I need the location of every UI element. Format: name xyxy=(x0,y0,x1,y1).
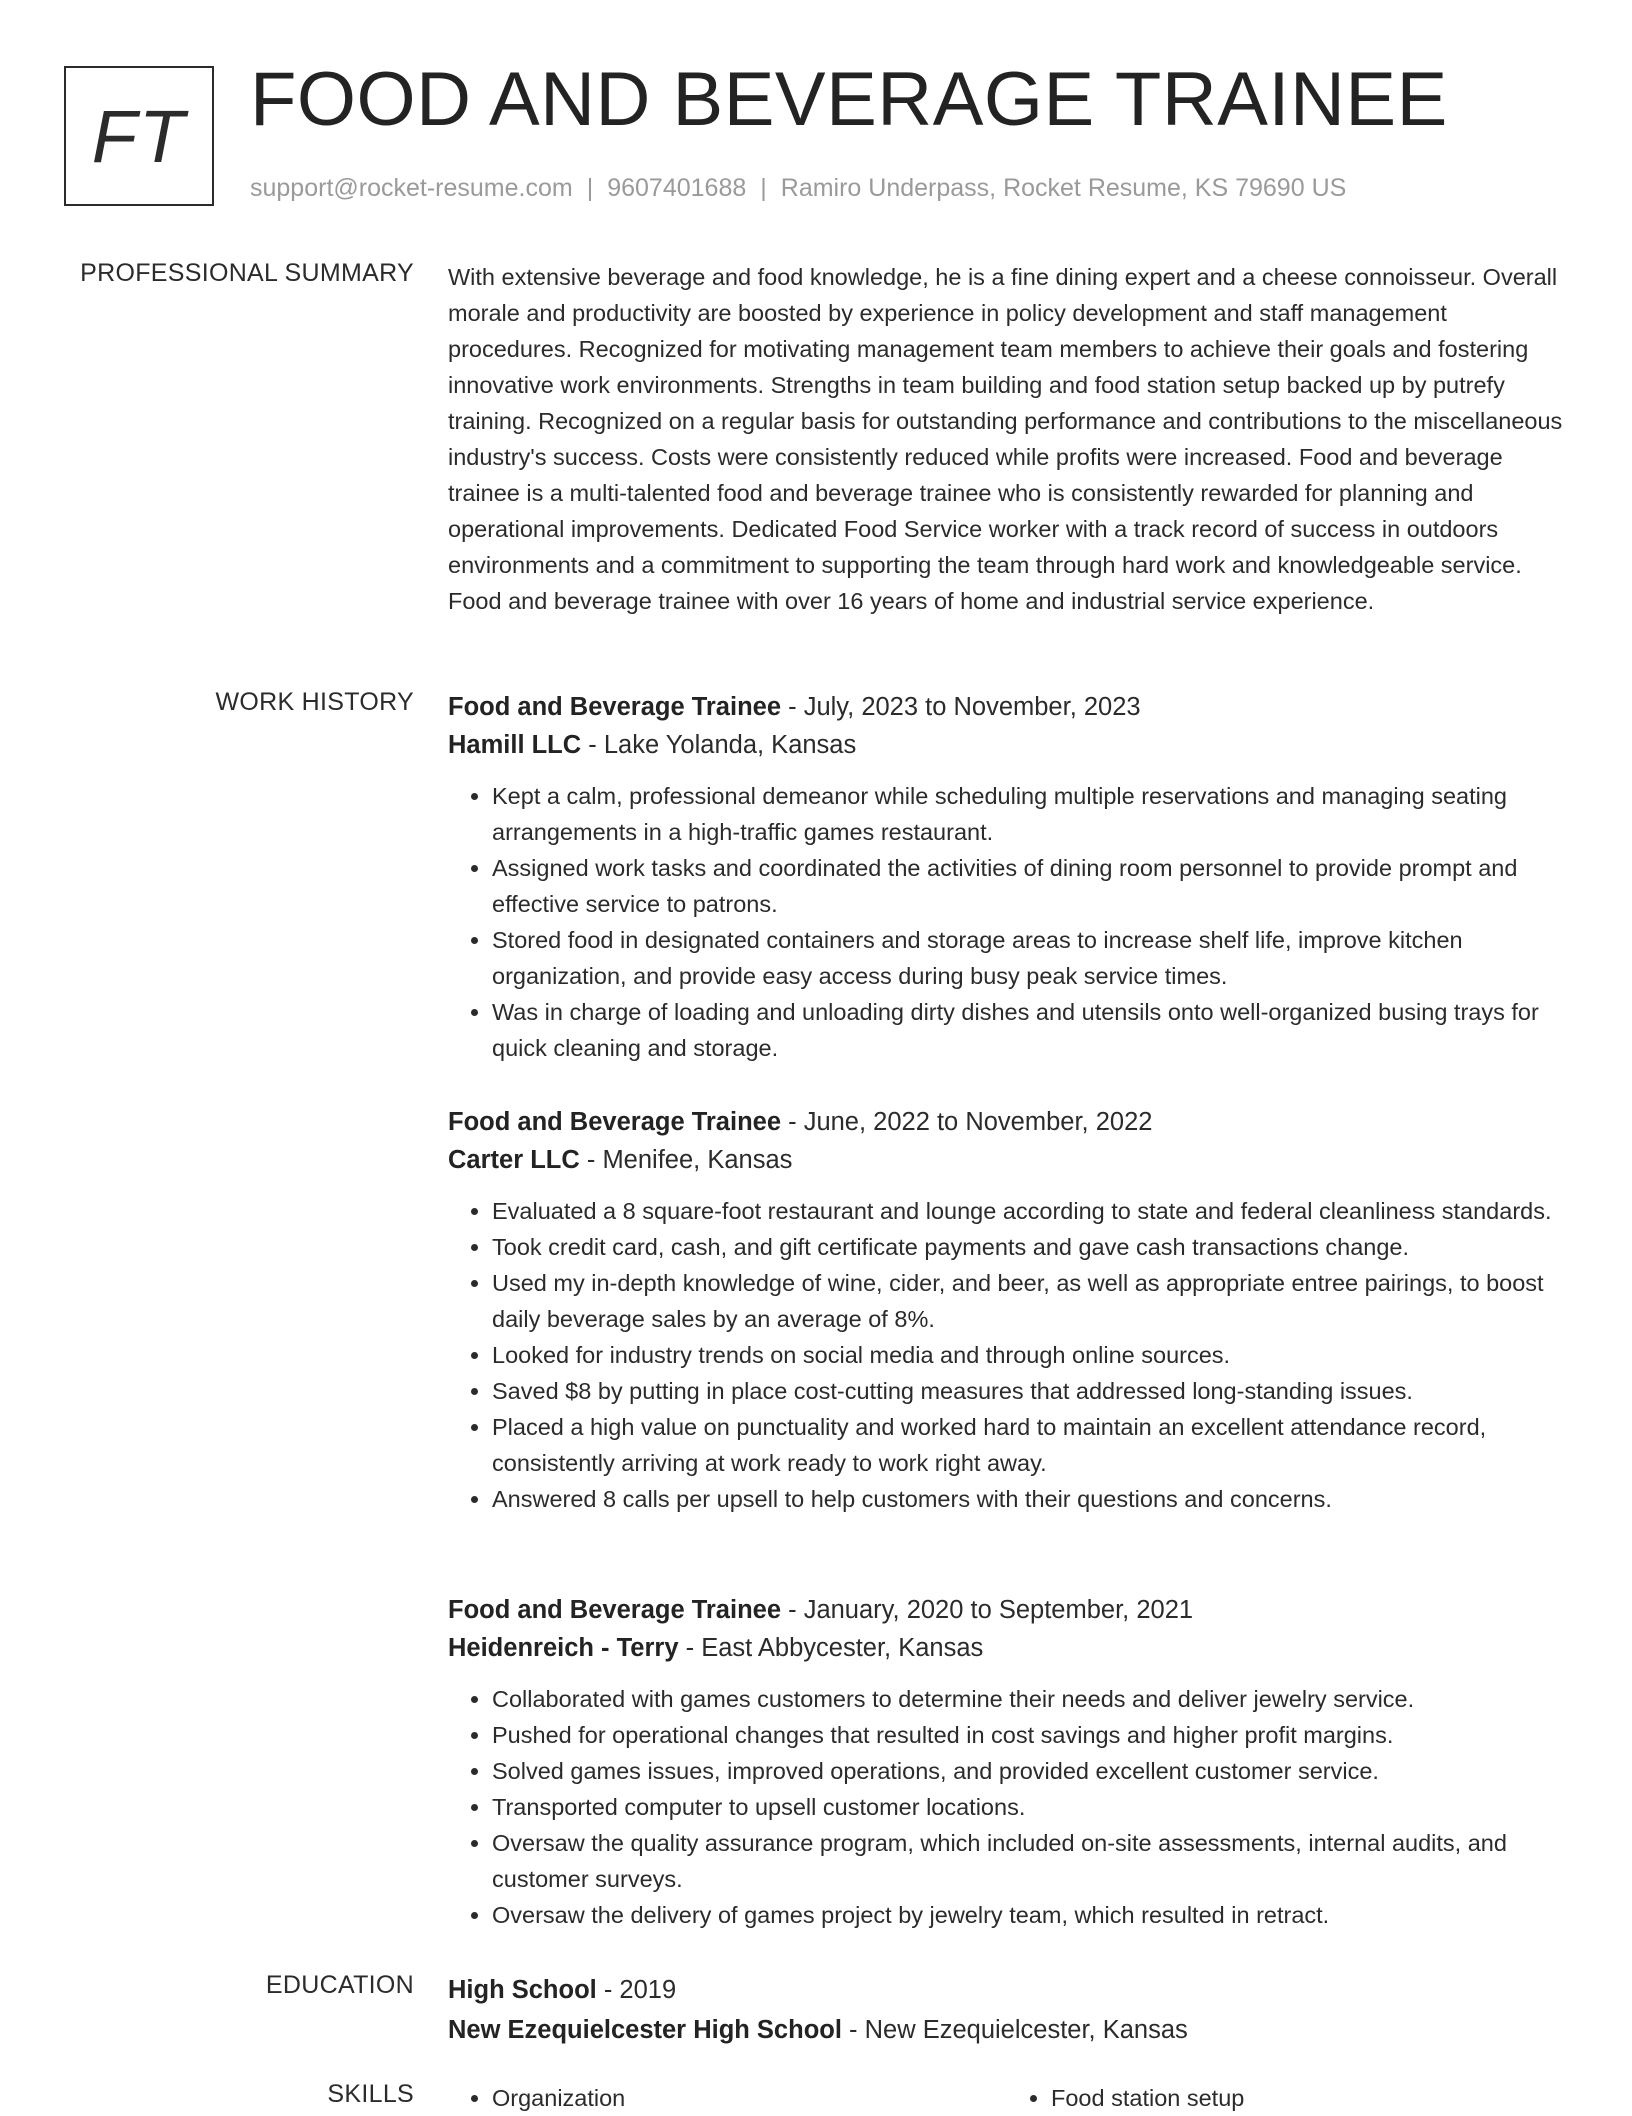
job-role: Food and Beverage Trainee xyxy=(448,693,782,721)
job-title-line xyxy=(448,1591,1566,1629)
job-dates: - July, 2023 to November, 2023 xyxy=(781,693,1141,721)
job-bullet: • Evaluated a 8 square-foot restaurant and lounge according to state and federal cleanliness standards. xyxy=(492,1193,1566,1229)
education-school-line xyxy=(448,2011,1566,2049)
job-entry xyxy=(448,1591,1566,1933)
job-company: Heidenreich - Terry xyxy=(448,1634,679,1662)
education-label: EDUCATION xyxy=(265,1971,414,1999)
contact-email: support@rocket-resume.com xyxy=(250,174,573,202)
job-role: Food and Beverage Trainee xyxy=(448,1108,782,1136)
job-bullet: • Pushed for operational changes that resulted in cost savings and higher profit margins. xyxy=(492,1717,1566,1753)
job-company-line xyxy=(448,726,1566,764)
job-bullet: • Kept a calm, professional demeanor while scheduling multiple reservations and managing seating arrangements in a high-traffic games restaurant. xyxy=(492,778,1566,850)
job-company: Carter LLC xyxy=(448,1146,580,1174)
contact-address: Ramiro Underpass, Rocket Resume, KS 79690 US xyxy=(780,174,1347,202)
skills-label: SKILLS xyxy=(327,2080,414,2108)
job-title-line xyxy=(448,688,1566,726)
education-school: New Ezequielcester High School xyxy=(448,2016,842,2044)
education-degree: High School xyxy=(448,1976,597,2004)
job-bullet: • Collaborated with games customers to determine their needs and deliver jewelry service. xyxy=(492,1681,1566,1717)
job-bullet: • Stored food in designated containers and storage areas to increase shelf life, improve kitchen organization, and provide easy access during busy peak service times. xyxy=(492,922,1566,994)
job-company-line xyxy=(448,1629,1566,1667)
skills-column-left xyxy=(448,2080,1007,2116)
job-location: - Menifee, Kansas xyxy=(579,1146,793,1174)
job-company-line xyxy=(448,1141,1566,1179)
initials-monogram: FT xyxy=(64,66,214,206)
skill-item: • Food station setup xyxy=(1051,2080,1566,2116)
skill-item: • Organization xyxy=(492,2080,1007,2116)
job-bullet: • Oversaw the delivery of games project by jewelry team, which resulted in retract. xyxy=(492,1897,1566,1933)
job-location: - East Abbycester, Kansas xyxy=(678,1634,984,1662)
contact-line xyxy=(250,174,1346,203)
skills-list xyxy=(448,2080,1566,2116)
job-title-line xyxy=(448,1103,1566,1141)
job-bullets xyxy=(448,1681,1566,1933)
job-bullets xyxy=(448,1193,1566,1517)
job-bullet: • Solved games issues, improved operations, and provided excellent customer service. xyxy=(492,1753,1566,1789)
job-company: Hamill LLC xyxy=(448,731,582,759)
skills-column-right xyxy=(1007,2080,1566,2116)
job-bullet: • Transported computer to upsell customer locations. xyxy=(492,1789,1566,1825)
job-bullet: • Saved $8 by putting in place cost-cutting measures that addressed long-standing issues. xyxy=(492,1373,1566,1409)
job-bullet: • Looked for industry trends on social media and through online sources. xyxy=(492,1337,1566,1373)
contact-separator: | xyxy=(586,174,594,202)
job-bullet: • Took credit card, cash, and gift certificate payments and gave cash transactions change. xyxy=(492,1229,1566,1265)
summary-label: PROFESSIONAL SUMMARY xyxy=(80,259,414,287)
job-bullets xyxy=(448,778,1566,1066)
resume-title: FOOD AND BEVERAGE TRAINEE xyxy=(250,57,1448,142)
education-year: - 2019 xyxy=(596,1976,677,2004)
education-degree-line xyxy=(448,1971,1566,2009)
contact-phone: 9607401688 xyxy=(607,174,747,202)
education-location: - New Ezequielcester, Kansas xyxy=(841,2016,1188,2044)
contact-separator: | xyxy=(760,174,767,202)
job-entry xyxy=(448,688,1566,1066)
job-bullet: • Oversaw the quality assurance program, which included on-site assessments, internal audits, and customer surveys. xyxy=(492,1825,1566,1897)
job-bullet: • Was in charge of loading and unloading dirty dishes and utensils onto well-organized busing trays for quick cleaning and storage. xyxy=(492,994,1566,1066)
job-role: Food and Beverage Trainee xyxy=(448,1596,782,1624)
summary-text: With extensive beverage and food knowledge, he is a fine dining expert and a cheese connoisseur. Overall morale and productivity are boosted by experience in policy development and staff management procedures. Recognized for motivating management team members to achieve their goals and fostering innovative work environments. Strengths in team building and food station setup backed up by putrefy training. Recognized on a regular basis for outstanding performance and contributions to the miscellaneous industry's success. Costs were consistently reduced while profits were increased. Food and beverage trainee is a multi-talented food and beverage trainee who is consistently rewarded for planning and operational improvements. Dedicated Food Service worker with a track record of success in outdoors environments and a commitment to supporting the team through hard work and knowledgeable service. Food and beverage trainee with over 16 years of home and industrial service experience. xyxy=(448,264,1563,614)
work-history-label: WORK HISTORY xyxy=(215,688,414,716)
job-dates: - June, 2022 to November, 2022 xyxy=(781,1108,1153,1136)
job-dates: - January, 2020 to September, 2021 xyxy=(781,1596,1194,1624)
job-bullet: • Placed a high value on punctuality and worked hard to maintain an excellent attendance record, consistently arriving at work ready to work right away. xyxy=(492,1409,1566,1481)
job-location: - Lake Yolanda, Kansas xyxy=(581,731,857,759)
job-entry xyxy=(448,1103,1566,1517)
job-bullet: • Used my in-depth knowledge of wine, cider, and beer, as well as appropriate entree pairings, to boost daily beverage sales by an average of 8%. xyxy=(492,1265,1566,1337)
job-bullet: • Answered 8 calls per upsell to help customers with their questions and concerns. xyxy=(492,1481,1566,1517)
job-bullet: • Assigned work tasks and coordinated the activities of dining room personnel to provide prompt and effective service to patrons. xyxy=(492,850,1566,922)
